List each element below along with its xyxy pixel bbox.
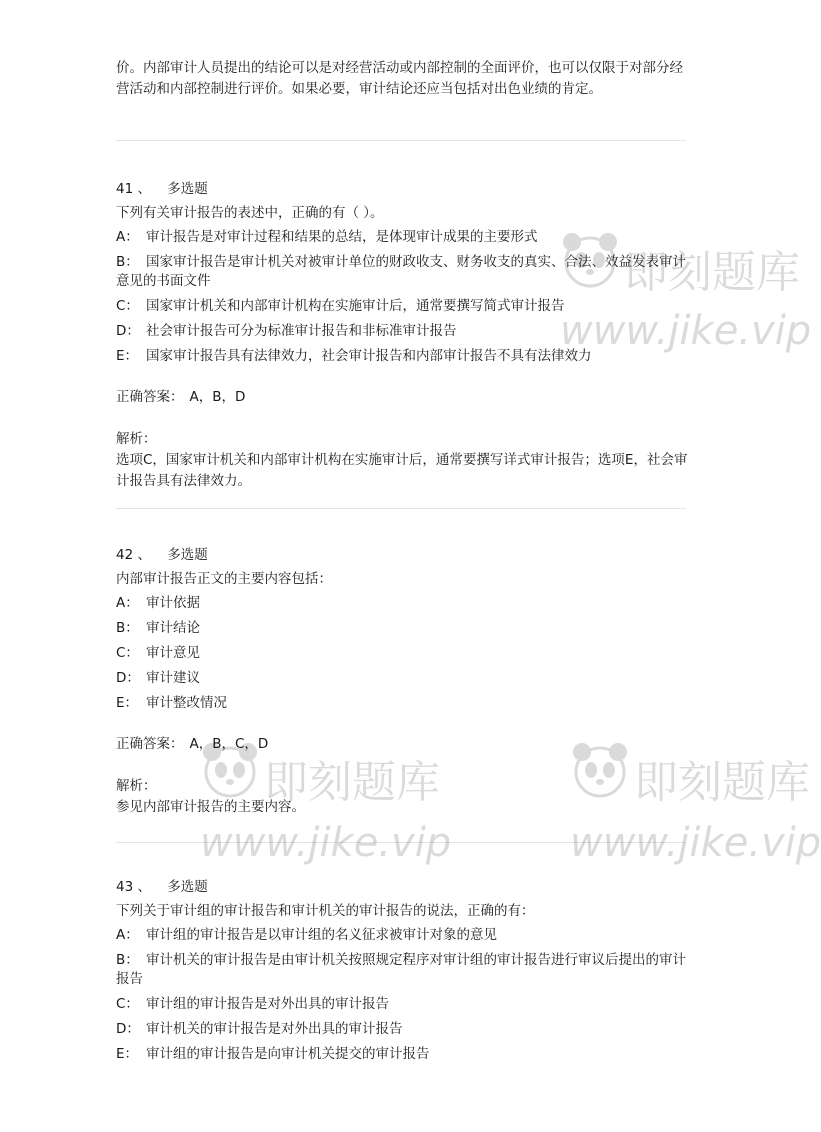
option-b xyxy=(116,253,688,291)
answer-label: 正确答案： xyxy=(116,389,184,405)
answer-value: A，B，C，D xyxy=(189,736,269,752)
option-key: B： xyxy=(116,620,139,636)
question-number: 43 、 xyxy=(116,879,151,895)
option-text: 审计建议 xyxy=(146,670,200,686)
option-text: 国家审计报告具有法律效力，社会审计报告和内部审计报告不具有法律效力 xyxy=(146,348,592,364)
option-d xyxy=(116,1020,688,1039)
option-key: E： xyxy=(116,348,139,364)
option-key: E： xyxy=(116,695,139,711)
question-type: 多选题 xyxy=(167,181,208,197)
option-key: B： xyxy=(116,952,139,968)
option-key: A： xyxy=(116,595,139,611)
option-text: 国家审计报告是审计机关对被审计单位的财政收支、财务收支的真实、合法、效益发表审计意见的书面文件 xyxy=(116,254,686,289)
option-text: 审计意见 xyxy=(146,645,200,661)
option-text: 审计组的审计报告是以审计组的名义征求被审计对象的意见 xyxy=(146,927,497,943)
explanation-label: 解析： xyxy=(116,778,157,794)
option-e xyxy=(116,694,688,713)
question-type: 多选题 xyxy=(167,879,208,895)
option-key: D： xyxy=(116,1021,140,1037)
watermark-brand: 即刻题库 xyxy=(264,757,440,808)
intro-paragraph: 价。内部审计人员提出的结论可以是对经营活动或内部控制的全面评价，也可以仅限于对部分经营活动和内部控制进行评价。如果必要，审计结论还应当包括对出色业绩的肯定。 xyxy=(116,60,683,97)
option-text: 审计结论 xyxy=(146,620,200,636)
option-text: 审计组的审计报告是对外出具的审计报告 xyxy=(146,996,389,1012)
option-key: A： xyxy=(116,229,139,245)
watermark-url: www.jike.vip xyxy=(560,308,812,354)
option-text: 审计依据 xyxy=(146,595,200,611)
question-number: 41 、 xyxy=(116,181,151,197)
question-header xyxy=(116,542,688,568)
question-stem: 下列有关审计报告的表述中，正确的有（ ）。 xyxy=(116,205,384,221)
option-key: C： xyxy=(116,996,139,1012)
option-a xyxy=(116,228,688,247)
option-c xyxy=(116,644,688,663)
question-header xyxy=(116,874,688,900)
option-text: 国家审计机关和内部审计机构在实施审计后，通常要撰写简式审计报告 xyxy=(146,298,565,314)
option-text: 审计组的审计报告是向审计机关提交的审计报告 xyxy=(146,1046,430,1062)
watermark-brand: 即刻题库 xyxy=(624,247,800,298)
question-stem: 下列关于审计组的审计报告和审计机关的审计报告的说法，正确的有： xyxy=(116,903,535,919)
question-type: 多选题 xyxy=(167,547,208,563)
option-c xyxy=(116,995,688,1014)
divider xyxy=(116,140,686,141)
option-c xyxy=(116,297,688,316)
option-key: E： xyxy=(116,1046,139,1062)
option-d xyxy=(116,669,688,688)
explanation-text: 参见内部审计报告的主要内容。 xyxy=(116,799,305,815)
option-key: C： xyxy=(116,645,139,661)
question-42 xyxy=(116,542,688,818)
divider xyxy=(116,842,686,843)
option-key: D： xyxy=(116,323,140,339)
option-text: 社会审计报告可分为标准审计报告和非标准审计报告 xyxy=(146,323,457,339)
watermark-url: www.jike.vip xyxy=(200,820,452,866)
option-text: 审计机关的审计报告是对外出具的审计报告 xyxy=(146,1021,403,1037)
watermark-brand: 即刻题库 xyxy=(634,757,810,808)
question-43 xyxy=(116,874,688,1070)
explanation-label: 解析： xyxy=(116,431,157,447)
option-a xyxy=(116,926,688,945)
question-header xyxy=(116,176,688,202)
question-stem: 内部审计报告正文的主要内容包括： xyxy=(116,571,332,587)
option-d xyxy=(116,322,688,341)
option-e xyxy=(116,347,688,366)
option-b xyxy=(116,619,688,638)
option-text: 审计报告是对审计过程和结果的总结，是体现审计成果的主要形式 xyxy=(146,229,538,245)
correct-answer xyxy=(116,386,688,408)
option-a xyxy=(116,594,688,613)
option-text: 审计整改情况 xyxy=(146,695,227,711)
option-key: C： xyxy=(116,298,139,314)
question-41 xyxy=(116,176,688,492)
answer-value: A，B，D xyxy=(189,389,246,405)
correct-answer xyxy=(116,733,688,755)
option-text: 审计机关的审计报告是由审计机关按照规定程序对审计组的审计报告进行审议后提出的审计报告 xyxy=(116,952,686,987)
watermark-url: www.jike.vip xyxy=(570,820,821,866)
answer-label: 正确答案： xyxy=(116,736,184,752)
option-key: A： xyxy=(116,927,139,943)
option-key: D： xyxy=(116,670,140,686)
explanation-text: 选项C，国家审计机关和内部审计机构在实施审计后，通常要撰写详式审计报告；选项E，社会审计报告具有法律效力。 xyxy=(116,452,688,489)
option-e xyxy=(116,1045,688,1064)
question-number: 42 、 xyxy=(116,547,151,563)
option-b xyxy=(116,951,688,989)
divider xyxy=(116,508,686,509)
option-key: B： xyxy=(116,254,139,270)
